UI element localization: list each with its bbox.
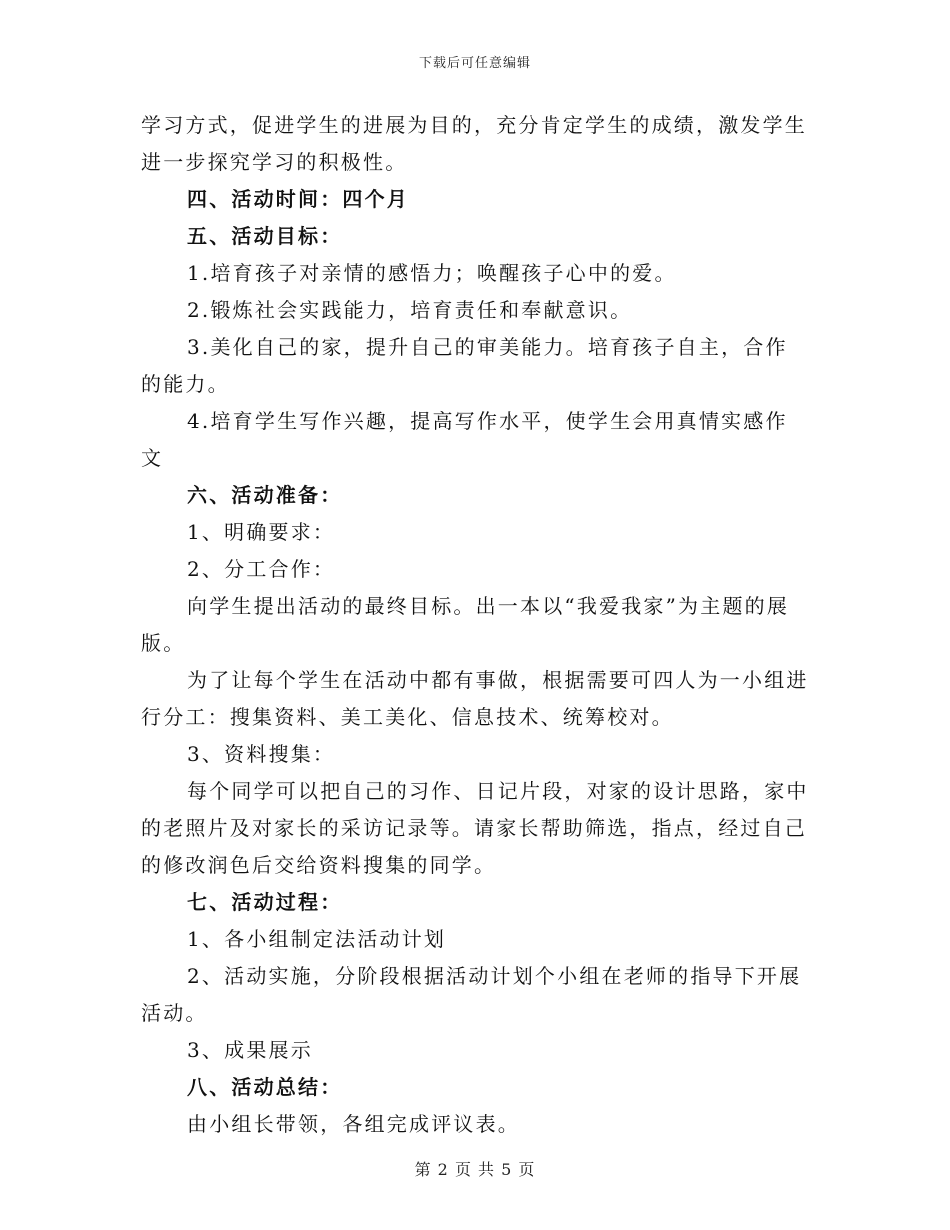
paragraph-continuation: 学习方式，促进学生的进展为目的，充分肯定学生的成绩，激发学生进一步探究学习的积极性。 bbox=[141, 113, 807, 174]
goal-item-4: 4.培育学生写作兴趣，提高写作水平，使学生会用真情实感作文 bbox=[141, 409, 788, 470]
preparation-item-3: 3、资料搜集： bbox=[187, 742, 336, 766]
page-footer: 第 2 页 共 5 页 bbox=[414, 1160, 536, 1179]
goal-item-3: 3.美化自己的家，提升自己的审美能力。培育孩子自主，合作的能力。 bbox=[141, 335, 788, 396]
paragraph-goal-statement: 向学生提出活动的最终目标。出一本以“我爱我家”为主题的展版。 bbox=[141, 594, 790, 655]
goal-item-1: 1.培育孩子对亲情的感悟力；唤醒孩子心中的爱。 bbox=[187, 261, 677, 285]
paragraph-group-division: 为了让每个学生在活动中都有事做，根据需要可四人为一小组进行分工：搜集资料、美工美化、信息技术、统筹校对。 bbox=[141, 668, 809, 729]
section-heading-goals: 五、活动目标： bbox=[187, 224, 343, 248]
section-heading-process: 七、活动过程： bbox=[187, 890, 343, 914]
section-heading-time: 四、活动时间：四个月 bbox=[187, 187, 409, 211]
preparation-item-1: 1、明确要求： bbox=[187, 520, 336, 544]
section-heading-summary: 八、活动总结： bbox=[187, 1075, 343, 1099]
goal-item-2: 2.锻炼社会实践能力，培育责任和奉献意识。 bbox=[187, 298, 633, 322]
process-item-2: 2、活动实施，分阶段根据活动计划个小组在老师的指导下开展活动。 bbox=[141, 964, 802, 1025]
page-header: 下载后可任意编辑 bbox=[418, 56, 531, 71]
paragraph-materials: 每个同学可以把自己的习作、日记片段，对家的设计思路，家中的老照片及对家长的采访记录等。请家长帮助筛选，指点，经过自己的修改润色后交给资料搜集的同学。 bbox=[141, 779, 809, 877]
section-heading-preparation: 六、活动准备： bbox=[187, 483, 343, 507]
process-item-3: 3、成果展示 bbox=[187, 1038, 313, 1062]
process-item-1: 1、各小组制定法活动计划 bbox=[187, 927, 447, 951]
preparation-item-2: 2、分工合作： bbox=[187, 557, 336, 581]
document-body bbox=[141, 107, 809, 1143]
summary-paragraph: 由小组长带领，各组完成评议表。 bbox=[187, 1112, 520, 1136]
